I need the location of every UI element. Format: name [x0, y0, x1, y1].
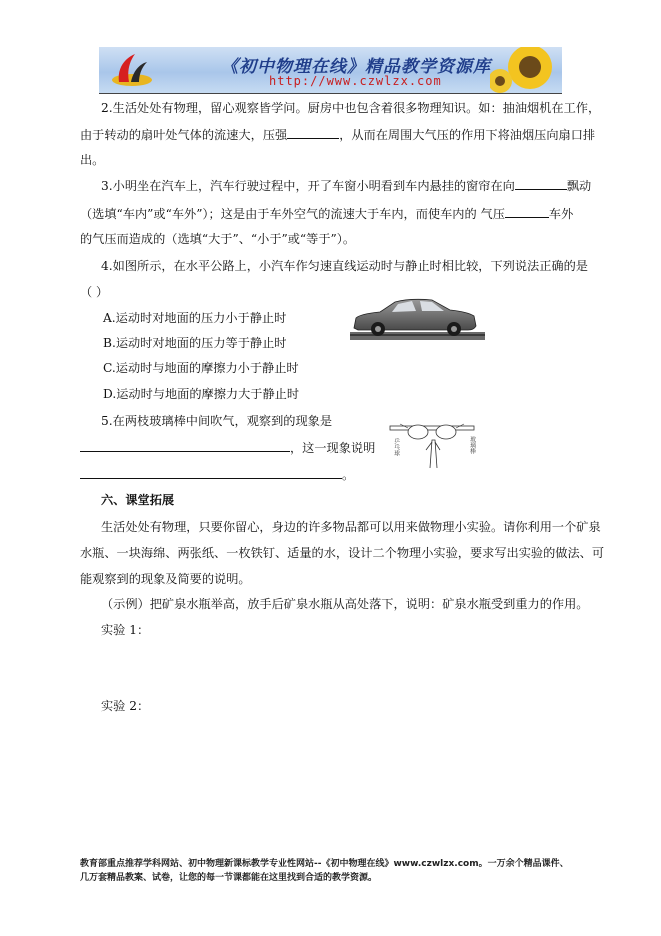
q5-line3 [80, 466, 354, 483]
section-p1-line3: 能观察到的现象及简要的说明。 [80, 572, 251, 586]
example-text: （示例）把矿泉水瓶举高，放手后矿泉水瓶从高处落下，说明：矿泉水瓶受到重力的作用。 [101, 597, 589, 611]
q3-line1 [101, 177, 591, 194]
section-p1-line1: 生活处处有物理，只要你留心，身边的许多物品都可以用来做物理小实验。请你利用一个矿泉 [101, 520, 601, 534]
experiment-2-label: 实验 2： [101, 699, 150, 713]
q2-line3: 出。 [80, 153, 105, 167]
experiment-1-label: 实验 1： [101, 623, 150, 637]
q4-line1: 4.如图所示，在水平公路上，小汽车作匀速直线运动时与静止时相比较，下列说法正确的是 [101, 259, 588, 273]
q2-blank[interactable] [287, 126, 339, 139]
footer-line2: 几万套精品教案、试卷，让您的每一节课都能在这里找到合适的教学资源。 [80, 873, 378, 883]
q3-text-d: 车外 [548, 207, 574, 221]
banner-url[interactable]: http://www.czwlzx.com [269, 74, 442, 88]
q4-option-d[interactable]: D.运动时与地面的摩擦力大于静止时 [103, 387, 300, 401]
header-divider [99, 93, 562, 94]
sunflower-icon [490, 47, 560, 93]
q4-line2: （ ） [80, 285, 109, 299]
q3-line3: 的气压而造成的（选填“大于”、“小于”或“等于”）。 [80, 232, 356, 246]
glass-rod-figure [382, 410, 482, 472]
q5-line1: 5.在两枝玻璃棒中间吹气，观察到的现象是 [101, 414, 333, 428]
q2-text-a: 由于转动的扇叶处气体的流速大，压强 [80, 128, 288, 142]
q3-line2 [80, 205, 573, 222]
q4-option-a[interactable]: A.运动时对地面的压力小于静止时 [103, 311, 287, 325]
section-p1-line2: 水瓶、一块海绵、两张纸、一枚铁钉、适量的水，设计二个物理小实验，要求写出实验的做法、可 [80, 546, 605, 560]
q2-line1: 2.生活处处有物理，留心观察皆学问。厨房中也包含着很多物理知识。如：抽油烟机在工作， [101, 101, 601, 115]
q2-line2 [80, 126, 595, 143]
q4-option-b[interactable]: B.运动时对地面的压力等于静止时 [103, 336, 287, 350]
q2-text-b: ，从而在周围大气压的作用下将油烟压向扇口排 [339, 128, 596, 142]
q5-blank-1[interactable] [80, 439, 290, 452]
banner-title: 《初中物理在线》精品教学资源库 [221, 57, 491, 77]
q5-text-c: 。 [342, 468, 355, 482]
q3-blank-2[interactable] [505, 205, 549, 218]
q5-line2 [80, 439, 375, 456]
q3-blank-1[interactable] [515, 177, 567, 190]
car-illustration [350, 296, 485, 341]
figure-label-right: 玻璃棒 [468, 436, 476, 454]
q3-text-c: （选填“车内”或“车外”）；这是由于车外空气的流速大于车内，而使车内的 气压 [80, 207, 505, 221]
q5-text-b: ，这一现象说明 [290, 441, 376, 455]
q4-option-c[interactable]: C.运动时与地面的摩擦力小于静止时 [103, 361, 299, 375]
q5-blank-2[interactable] [80, 466, 342, 479]
figure-label-left: 乒乓球 [392, 438, 400, 456]
header-banner [99, 47, 562, 93]
q3-text-b: 飘动 [566, 179, 592, 193]
section-heading: 六、课堂拓展 [101, 493, 175, 507]
q3-text-a: 3.小明坐在汽车上，汽车行驶过程中，开了车窗小明看到车内悬挂的窗帘在向 [101, 179, 515, 193]
logo-icon [107, 50, 157, 90]
footer-line1: 教育部重点推荐学科网站、初中物理新课标教学专业性网站--《初中物理在线》www.czwlzx.com。一万余个精品课件、 [80, 859, 569, 869]
